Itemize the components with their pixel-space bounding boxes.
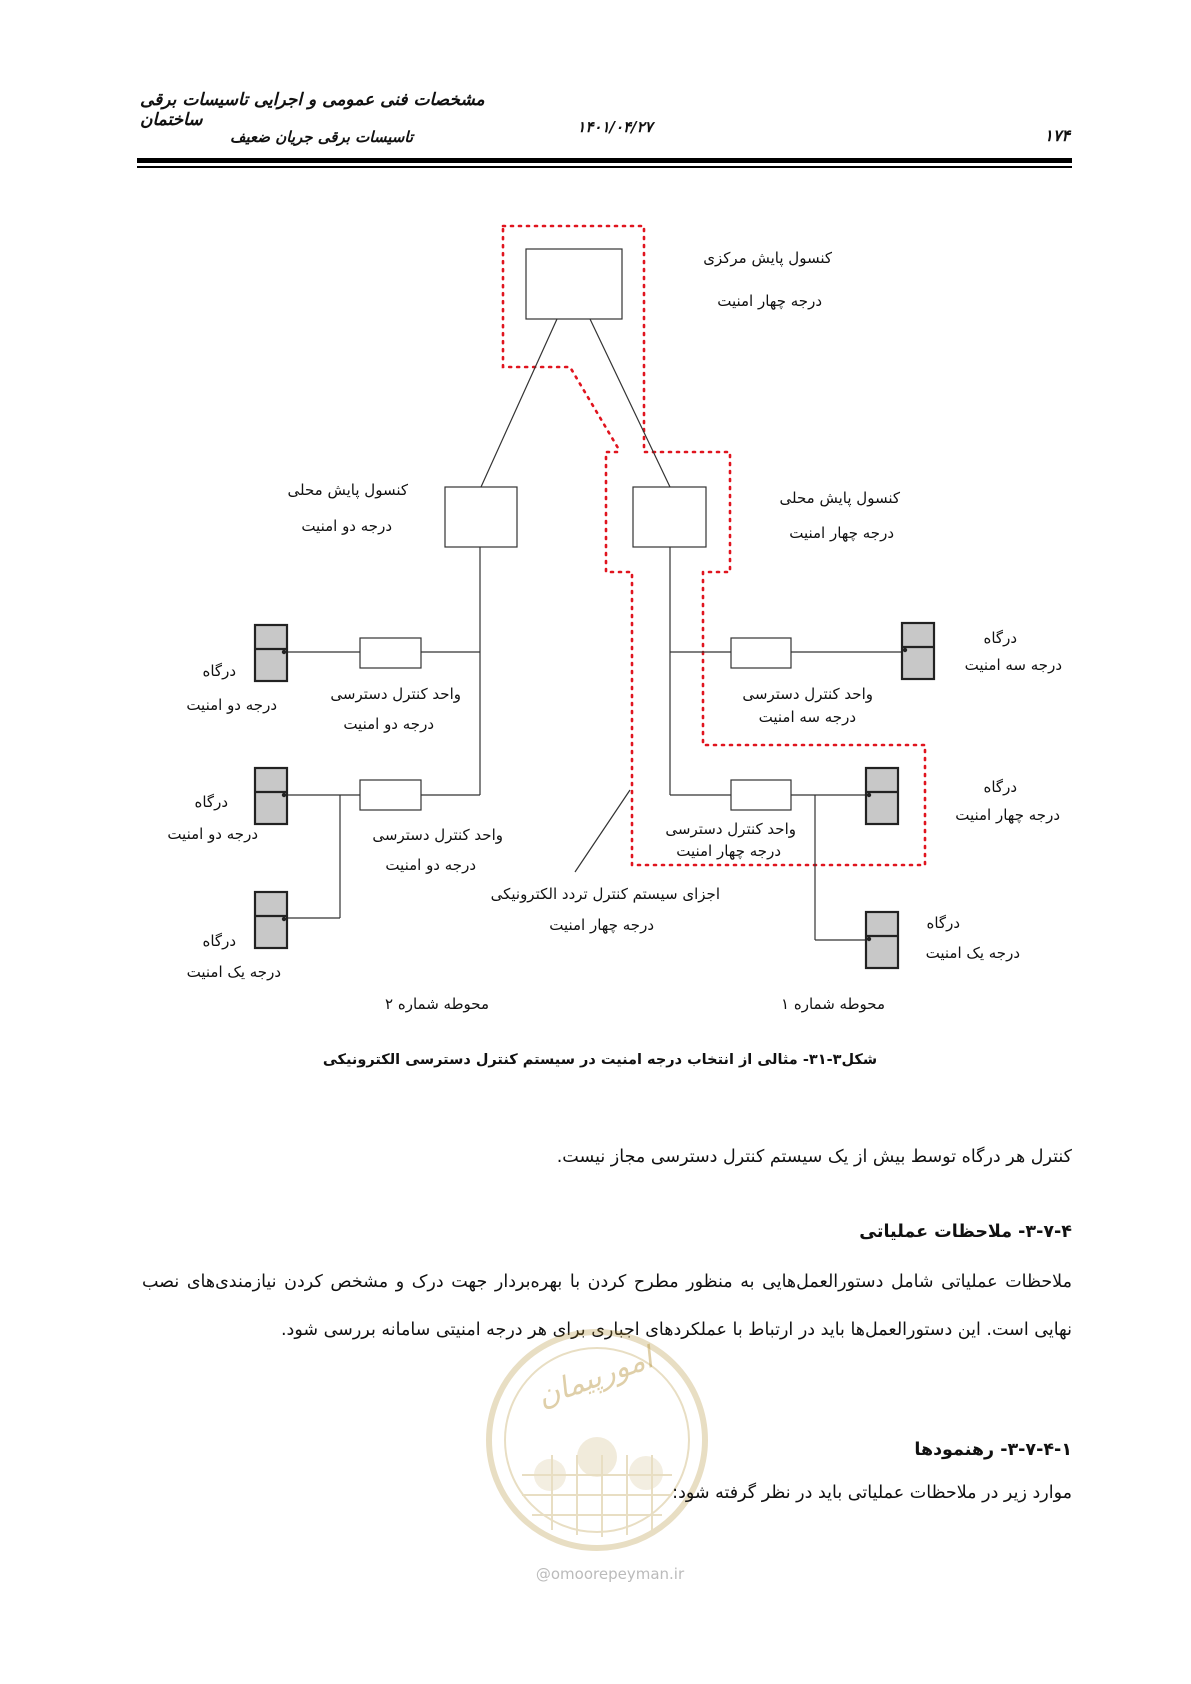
central-console-box	[526, 249, 622, 319]
components-note-label: اجزای سیستم کنترل تردد الکترونیکی	[490, 885, 720, 903]
door-left-2-icon	[255, 768, 287, 824]
heading-guidelines: ۳-۷-۴-۱- رهنمودها	[914, 1440, 1072, 1460]
door-left-3-label: درگاه	[202, 932, 236, 950]
door-right-1-icon	[902, 623, 934, 679]
acu-left-2-label: واحد کنترل دسترسی	[372, 826, 503, 844]
door-left-1-label: درگاه	[202, 662, 236, 680]
header-date: ۱۴۰۱/۰۴/۲۷	[577, 118, 653, 136]
acu-right-1-box	[731, 638, 791, 668]
page-number: ۱۷۴	[1044, 126, 1070, 145]
acu-left-1-label: واحد کنترل دسترسی	[330, 685, 461, 703]
door-left-2-label: درگاه	[194, 793, 228, 811]
local-console-right-label: کنسول پایش محلی	[779, 489, 900, 507]
acu-left-1-grade: درجه دو امنیت	[343, 715, 434, 733]
door-left-3-icon	[255, 892, 287, 948]
link-central-right	[590, 319, 670, 487]
door-right-2-grade: درجه چهار امنیت	[955, 806, 1060, 824]
paragraph-3: موارد زیر در ملاحظات عملیاتی باید در نظر گرفته شود:	[672, 1483, 1072, 1503]
heading-operational-considerations: ۳-۷-۴- ملاحظات عملیاتی	[859, 1222, 1072, 1242]
figure-caption: شکل۳-۳۱- مثالی از انتخاب درجه امنیت در سیستم کنترل دسترسی الکترونیکی	[322, 1052, 878, 1068]
watermark-text: امورپیمان	[532, 1340, 658, 1415]
door-right-3-grade: درجه یک امنیت	[925, 944, 1020, 962]
watermark-url: @omoorepeyman.ir	[535, 1565, 685, 1583]
acu-right-2-label: واحد کنترل دسترسی	[665, 820, 796, 838]
local-console-left-box	[445, 487, 517, 547]
central-console-label: کنسول پایش مرکزی	[703, 249, 832, 267]
central-console-grade: درجه چهار امنیت	[717, 292, 822, 310]
security-boundary-dotted	[503, 226, 925, 865]
door-right-2-label: درگاه	[983, 778, 1017, 796]
zone-2-label: محوطه شماره ۲	[385, 995, 489, 1013]
link-central-left	[481, 319, 557, 487]
local-console-right-grade: درجه چهار امنیت	[789, 524, 894, 542]
acu-right-1-label: واحد کنترل دسترسی	[742, 685, 873, 703]
paragraph-2: ملاحظات عملیاتی شامل دستورالعمل‌هایی به منظور مطرح کردن با بهره‌بردار جهت درک و مشخص کردن نیازمندی‌های نصب نهایی است. این دستورالعمل‌ها باید در ارتباط با عملکردهای اجباری برای هر درجه امنیتی سامانه بررسی شود.	[142, 1272, 1072, 1340]
door-left-2-grade: درجه دو امنیت	[167, 825, 258, 843]
door-right-3-icon	[866, 912, 898, 968]
acu-left-2-grade: درجه دو امنیت	[385, 856, 476, 874]
components-pointer-line	[575, 790, 630, 872]
door-left-1-icon	[255, 625, 287, 681]
header-subtitle: تاسیسات برقی جریان ضعیف	[230, 128, 414, 146]
paragraph-1: کنترل هر درگاه توسط بیش از یک سیستم کنترل دسترسی مجاز نیست.	[556, 1147, 1072, 1167]
door-right-3-label: درگاه	[926, 914, 960, 932]
local-console-left-grade: درجه دو امنیت	[301, 517, 392, 535]
door-right-1-grade: درجه سه امنیت	[964, 656, 1062, 674]
door-right-1-label: درگاه	[983, 629, 1017, 647]
acu-left-1-box	[360, 638, 421, 668]
header-title: مشخصات فنی عمومی و اجرایی تاسیسات برقی ساختمان	[140, 90, 485, 130]
door-left-1-grade: درجه دو امنیت	[186, 696, 277, 714]
acu-right-2-box	[731, 780, 791, 810]
local-console-right-box	[633, 487, 706, 547]
components-note-grade: درجه چهار امنیت	[549, 916, 654, 934]
door-left-3-grade: درجه یک امنیت	[186, 963, 281, 981]
acu-right-1-grade: درجه سه امنیت	[758, 708, 856, 726]
acu-right-2-grade: درجه چهار امنیت	[676, 842, 781, 860]
door-right-2-icon	[866, 768, 898, 824]
acu-left-2-box	[360, 780, 421, 810]
local-console-left-label: کنسول پایش محلی	[287, 481, 408, 499]
zone-1-label: محوطه شماره ۱	[781, 995, 885, 1013]
